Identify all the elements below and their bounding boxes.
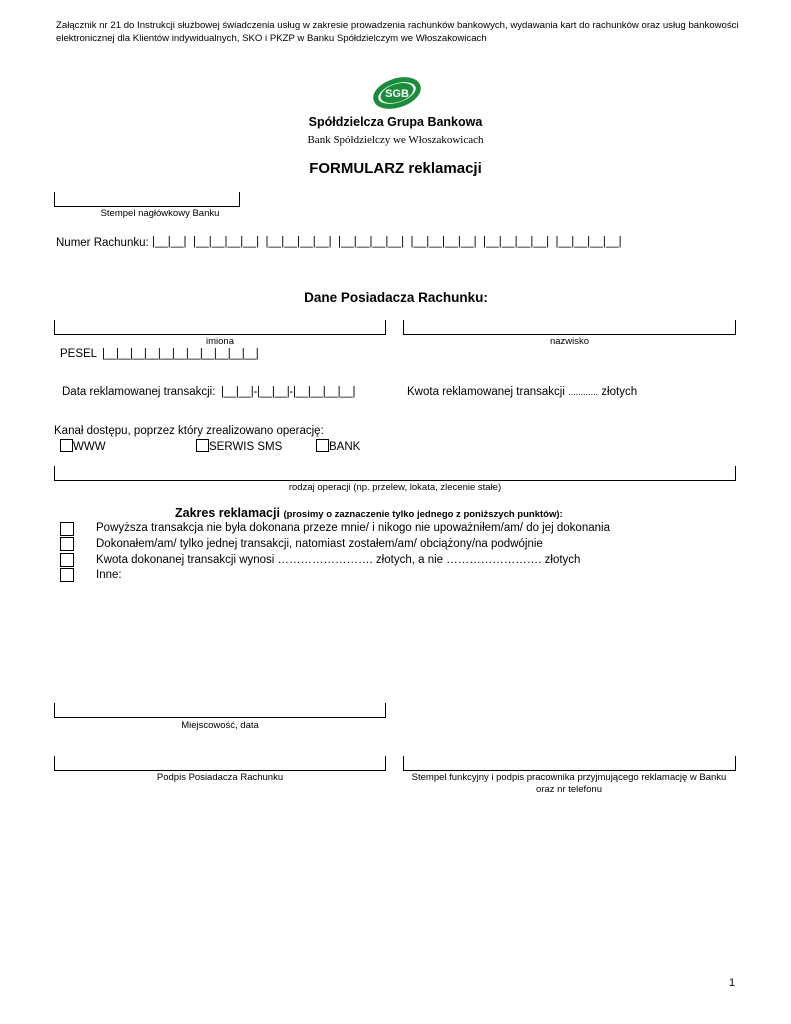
bank-stamp-field[interactable] [54, 192, 240, 207]
scope-item-3: Kwota dokonanej transakcji wynosi ……………………. złotych, a nie ……………………. złotych [96, 554, 581, 566]
checkbox-bank[interactable] [316, 439, 329, 452]
account-group: |__|__|__|__| [192, 236, 260, 248]
pesel-label: PESEL [60, 348, 98, 360]
amount-field[interactable]: ............ [568, 387, 599, 397]
scope-title-text: Zakres reklamacji [175, 506, 280, 520]
amount-label: Kwota reklamowanej transakcji [407, 386, 565, 398]
account-number-field[interactable] [152, 236, 712, 248]
bank-name: Bank Spółdzielczy we Włoszakowicach [307, 134, 484, 146]
scope-checkbox-4[interactable] [60, 568, 74, 582]
account-group: |__|__|__|__| [555, 236, 622, 248]
operation-type-field[interactable] [54, 466, 736, 481]
owner-signature-caption: Podpis Posiadacza Rachunku [156, 772, 284, 783]
amount-row [407, 386, 637, 398]
amount-unit: złotych [601, 386, 638, 398]
org-name: Spółdzielcza Grupa Bankowa [308, 115, 483, 129]
names-caption: imiona [206, 336, 234, 347]
logo-text: SGB [385, 88, 409, 100]
channel-bank-label: BANK [329, 441, 361, 453]
scope-title [175, 506, 563, 520]
scope-checkbox-3[interactable] [60, 553, 74, 567]
place-date-field[interactable] [54, 703, 386, 718]
stamp-caption: Stempel nagłówkowy Banku [100, 208, 220, 219]
channel-option-bank[interactable] [316, 439, 360, 453]
pesel-field[interactable]: |__|__|__|__|__|__|__|__|__|__|__| [102, 348, 259, 360]
owner-signature-field[interactable] [54, 756, 386, 771]
account-group: |__|__| [152, 236, 187, 248]
names-field[interactable] [54, 320, 386, 335]
account-group: |__|__|__|__| [483, 236, 550, 248]
owner-section-title: Dane Posiadacza Rachunku: [304, 290, 488, 305]
operation-caption: rodzaj operacji (np. przelew, lokata, zlecenie stałe) [288, 482, 502, 493]
scope-checkbox-2[interactable] [60, 537, 74, 551]
channel-option-sms[interactable] [196, 439, 282, 453]
scope-item-1: Powyższa transakcja nie była dokonana przeze mnie/ i nikogo nie upoważniłem/am/ do jej dokonania [96, 522, 610, 534]
scope-item-4: Inne: [96, 569, 122, 581]
employee-stamp-field[interactable] [403, 756, 736, 771]
scope-note: (prosimy o zaznaczenie tylko jednego z poniższych punktów): [283, 509, 563, 520]
page-number: 1 [729, 977, 736, 989]
employee-stamp-caption: Stempel funkcyjny i podpis pracownika przyjmującego reklamację w Banku oraz nr telefonu [411, 772, 727, 795]
header-note: Załącznik nr 21 do Instrukcji służbowej świadczenia usług w zakresie prowadzenia rachunków bankowych, wydawania kart do rachunków oraz usług bankowości elektronicznej dla Klientów indywidualnych, SKO i PKZP w Banku Spółdzielczym we Włoszakowicach [56, 20, 739, 44]
channel-label: Kanał dostępu, poprzez który zrealizowano operację: [54, 425, 324, 437]
scope-checkbox-1[interactable] [60, 522, 74, 536]
checkbox-www[interactable] [60, 439, 73, 452]
sgb-logo [368, 72, 426, 110]
transaction-date-field[interactable]: |__|__|-|__|__|-|__|__|__|__| [221, 386, 356, 398]
account-group: |__|__|__|__| [337, 236, 405, 248]
channel-sms-label: SERWIS SMS [209, 441, 283, 453]
transaction-date-label: Data reklamowanej transakcji: [62, 386, 216, 398]
channel-www-label: WWW [73, 441, 106, 453]
account-group: |__|__|__|__| [265, 236, 332, 248]
account-label: Numer Rachunku: [56, 237, 149, 249]
form-title: FORMULARZ reklamacji [309, 160, 482, 177]
surname-caption: nazwisko [549, 336, 590, 347]
place-date-caption: Miejscowość, data [181, 720, 259, 731]
account-group: |__|__|__|__| [410, 236, 477, 248]
channel-option-www[interactable] [60, 439, 106, 453]
scope-item-2: Dokonałem/am/ tylko jednej transakcji, natomiast zostałem/am/ obciążony/na podwójnie [96, 538, 543, 550]
checkbox-sms[interactable] [196, 439, 209, 452]
surname-field[interactable] [403, 320, 736, 335]
